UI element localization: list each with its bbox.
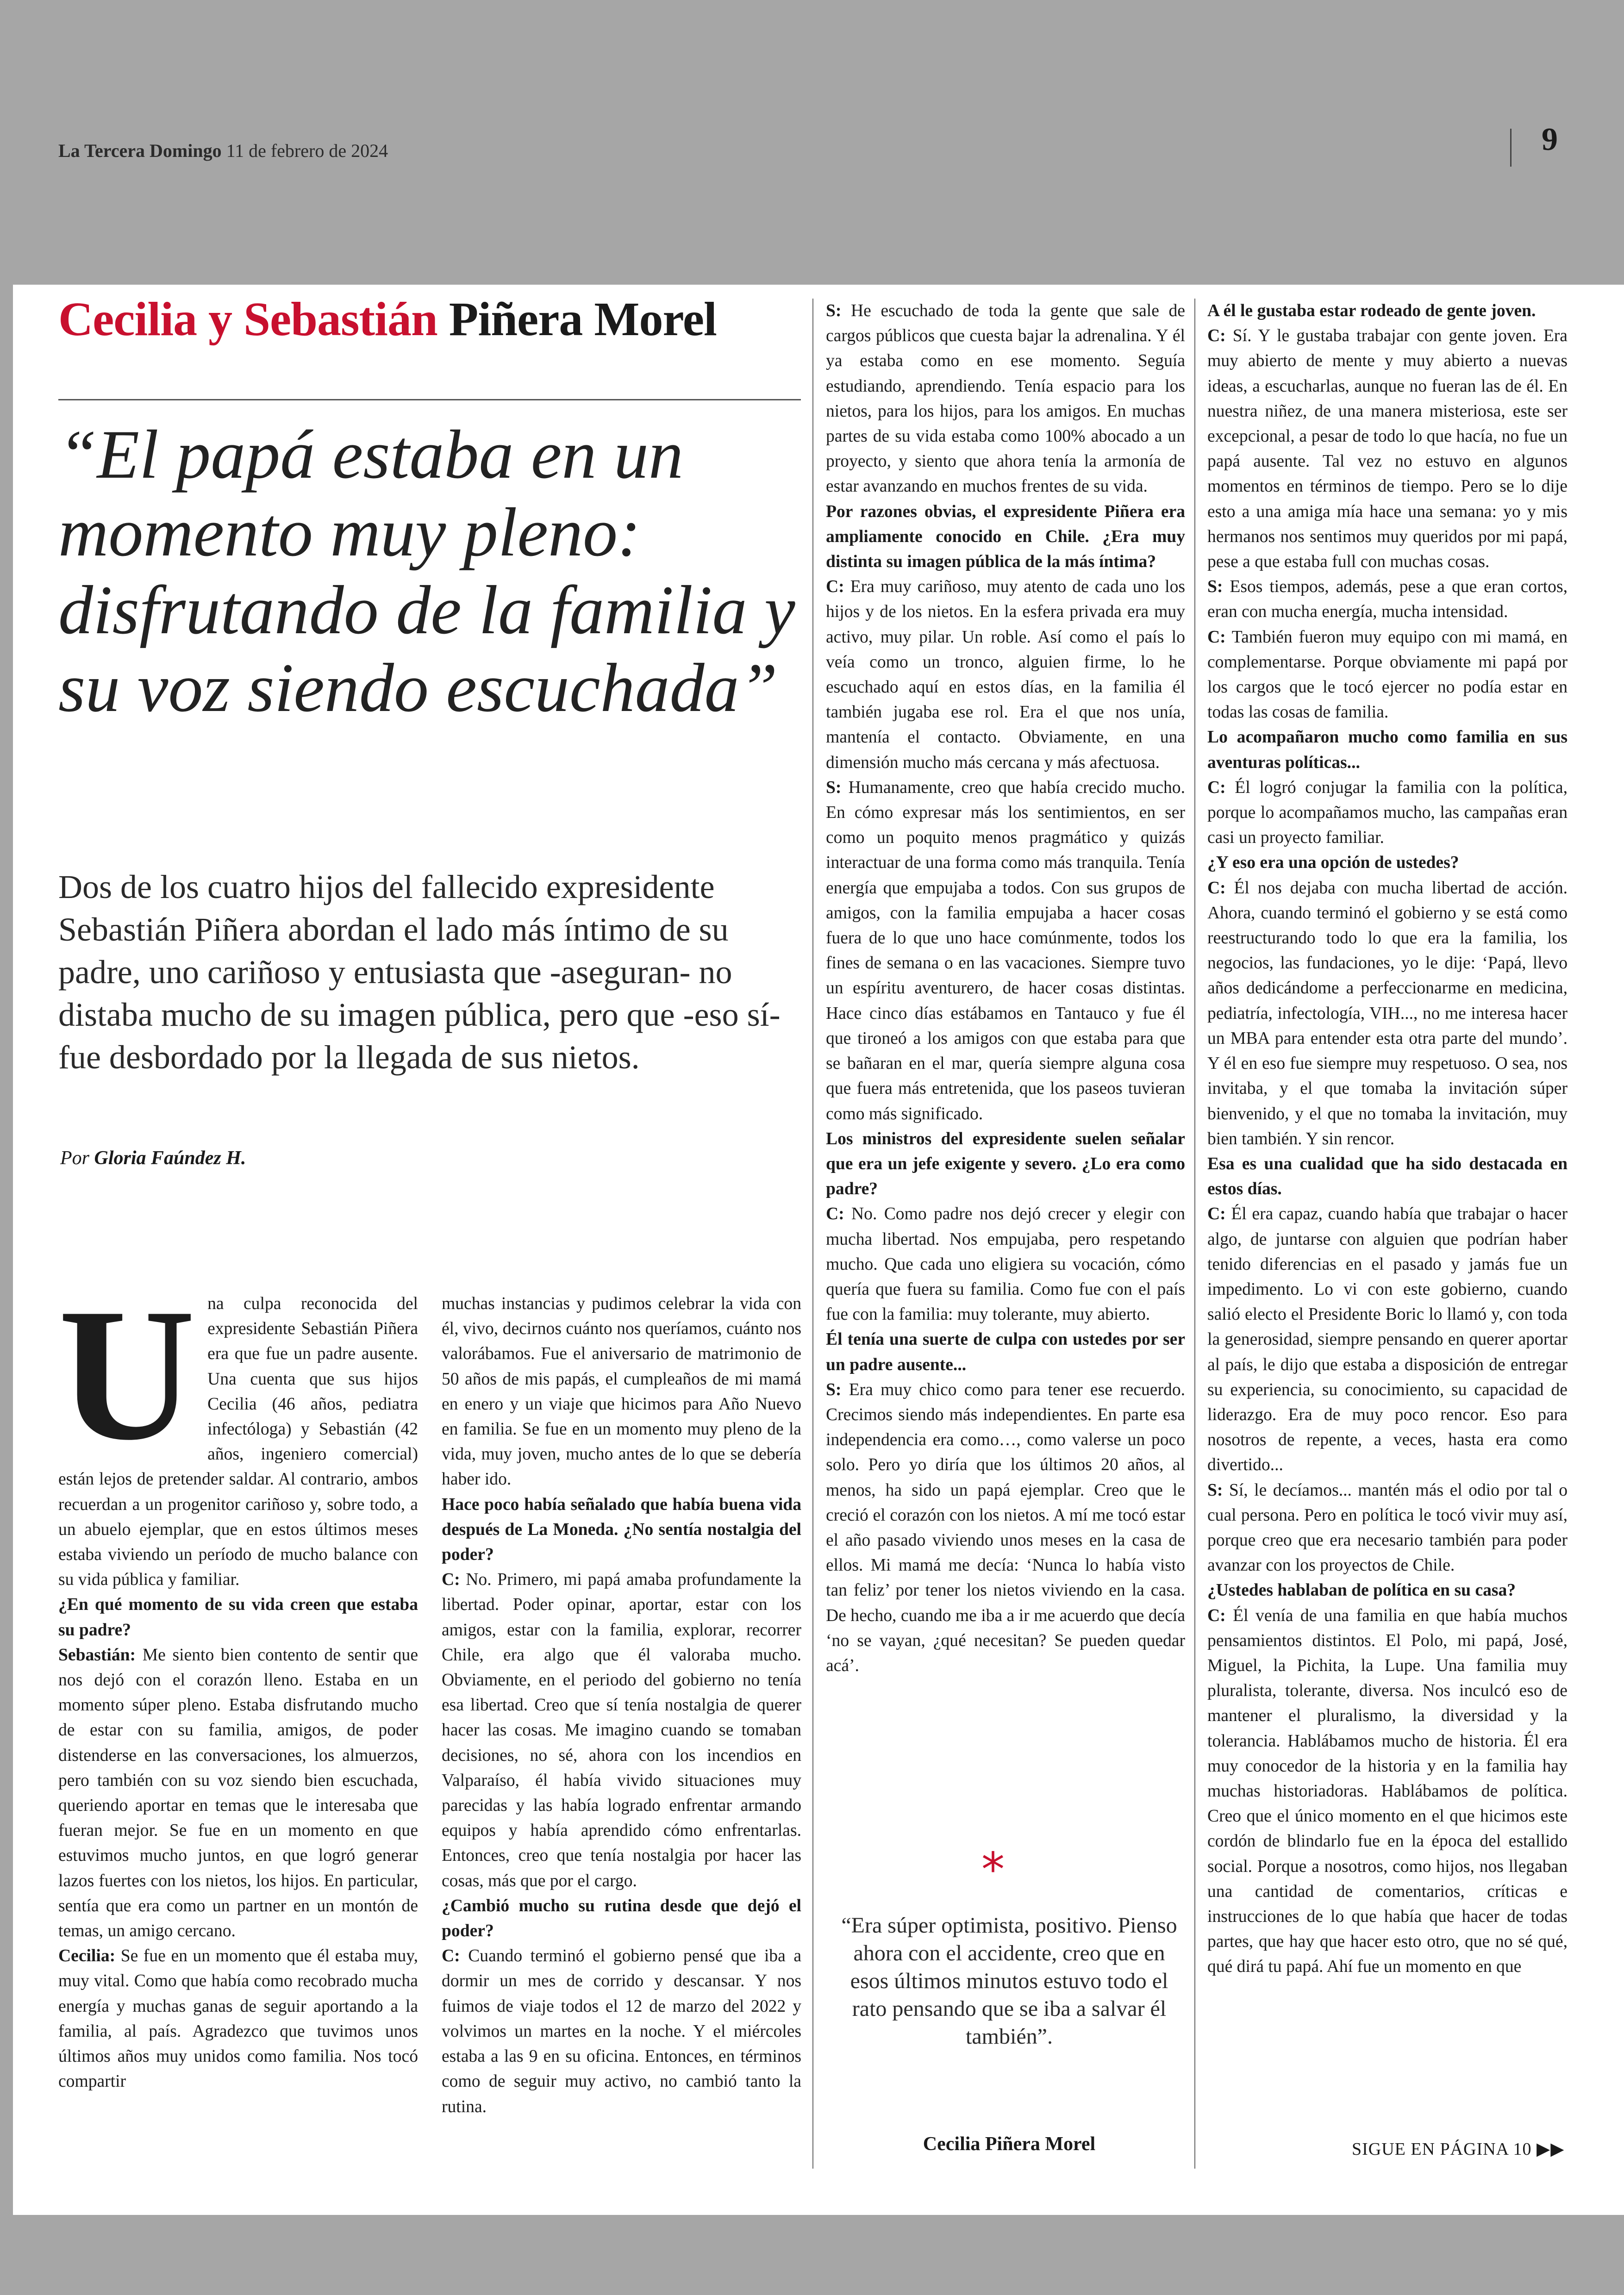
- column-divider: [812, 299, 813, 2169]
- answer-text: Él venía de una familia en que había muchos pensamientos distintos. El Polo, mi papá, José, Miguel, la Pichita, la Lupe. Una familia muy pluralista, tolerante, diversa. Nos inculcó eso de mantener el pluralismo, la diversidad y la tolerancia. Hablábamos mucho de historia. Él era muy conocedor de la historia y en la familia hay muchas historiadoras. Hablábamos de política. Creo que el único momento en el que hicimos este cordón de blindarlo fue en la época del estallido social. Porque a nosotros, como hijos, nos llegaban una cantidad de comentarios, críticas e instrucciones de lo que había que hacer de todas partes, que hay que hacer esto otro, que no sé qué, qué dirá tu papá. Ahí fue un momento en que: [1207, 1606, 1568, 1977]
- column-divider: [1194, 299, 1195, 2169]
- interview-answer: [1207, 574, 1568, 624]
- byline-author: Gloria Faúndez H.: [94, 1148, 246, 1169]
- speaker-label: C:: [826, 577, 844, 597]
- answer-text: He escuchado de toda la gente que sale de cargos públicos que cuesta bajar la adrenalina. Y él ya estaba como en ese momento. Seguía estudiando, aprendiendo. Tenía espacio para los nietos, para los hijos, para los amigos. En muchas partes de su vida estaba como 100% abocado a un proyecto, y siento que ahora tenía la armonía de estar avanzando en muchos frentes de su vida.: [826, 301, 1185, 496]
- interview-question: ¿Ustedes hablaban de política en su casa?: [1207, 1581, 1516, 1600]
- interview-question: ¿En qué momento de su vida creen que estaba su padre?: [58, 1595, 418, 1640]
- speaker-label: C:: [442, 1946, 460, 1966]
- publication-name: La Tercera Domingo: [58, 140, 222, 161]
- headline: “El papá estaba en un momento muy pleno: disfrutando de la familia y su voz siendo escuchada”: [58, 416, 795, 726]
- kicker-surname: Piñera Morel: [449, 293, 717, 346]
- answer-text: También fueron muy equipo con mi mamá, en complementarse. Porque obviamente mi papá por los cargos que le tocó ejercer no podía estar en todas las cosas de familia.: [1207, 627, 1568, 722]
- interview-question: Hace poco había señalado que había buena vida después de La Moneda. ¿No sentía nostalgia del poder?: [442, 1495, 801, 1565]
- speaker-label: Cecilia:: [58, 1946, 116, 1966]
- answer-text: Sí. Y le gustaba trabajar con gente joven. Era muy abierto de mente y muy abierto a nuevas ideas, a escucharlas, aunque no fueran las de él. En nuestra niñez, de una manera misteriosa, este ser excepcional, a pesar de todo lo que hacía, no fue un papá ausente. Tal vez no estuvo en algunos momentos en términos de tiempo. Pero se lo dije esto a una amiga mía hace una semana: yo y mis hermanos nos sentimos muy queridos por mi papá, pese a que estaba full con muchas cosas.: [1207, 326, 1568, 572]
- speaker-label: C:: [1207, 1606, 1226, 1625]
- interview-question: Lo acompañaron mucho como familia en sus aventuras políticas...: [1207, 728, 1568, 772]
- interview-answer: [826, 775, 1185, 1127]
- interview-question: Por razones obvias, el expresidente Piñera era ampliamente conocido en Chile. ¿Era muy distinta su imagen pública de la más íntima?: [826, 502, 1185, 572]
- answer-text: Esos tiempos, además, pese a que eran cortos, eran con mucha energía, mucha intensidad.: [1207, 577, 1568, 622]
- drop-cap: U: [58, 1269, 196, 1479]
- interview-question: Esa es una cualidad que ha sido destacada en estos días.: [1207, 1154, 1568, 1199]
- interview-answer: [1207, 324, 1568, 574]
- answer-text: No. Primero, mi papá amaba profundamente la libertad. Poder opinar, aportar, estar con los amigos, estar con la familia, explorar, recorrer Chile, era algo que él valoraba mucho. Obviamente, en el periodo del gobierno no tenía esa libertad. Creo que sí tenía nostalgia de querer hacer las cosas. Me imagino cuando se tomaban decisiones, no sé, ahora con los incendios en Valparaíso, él había vivido situaciones muy parecidas y las había logrado enfrentar armando equipos y había aprendido cómo enfrentarlas. Entonces, creo que tenía nostalgia por hacer las cosas, más que por el cargo.: [442, 1570, 801, 1890]
- body-text: na culpa reconocida del expresidente Sebastián Piñera era que fue un padre ausente. Una cuenta que sus hijos Cecilia (46 años, pediatra infectóloga) y Sebastián (42 años, ingeniero comercial) están lejos de pretender saldar. Al contrario, ambos recuerdan a un progenitor cariñoso y, sobre todo, a un abuelo ejemplar, que en estos últimos meses estaba viviendo un período de mucho balance con su vida pública y familiar.: [58, 1294, 418, 1590]
- speaker-label: C:: [1207, 326, 1226, 346]
- standfirst: Dos de los cuatro hijos del fallecido expresidente Sebastián Piñera abordan el lado más íntimo de su padre, uno cariñoso y entusiasta que -aseguran- no distaba mucho de su imagen pública, pero que -eso sí- fue desbordado por la llegada de sus nietos.: [58, 868, 781, 1076]
- body-text: muchas instancias y pudimos celebrar la vida con él, vivo, decirnos cuánto nos queríamos, cuánto nos valorábamos. Fue el aniversario de matrimonio de 50 años de mis papás, el cumpleaños de mi mamá en enero y un viaje que hicimos para Año Nuevo en familia. Se fue en un momento muy pleno de la vida, muy joven, mucho antes de lo que se debería haber ido.: [442, 1294, 801, 1489]
- interview-question: Los ministros del expresidente suelen señalar que era un jefe exigente y severo. ¿Lo era como padre?: [826, 1129, 1185, 1199]
- speaker-label: S:: [826, 301, 842, 320]
- answer-text: Me siento bien contento de sentir que nos dejó con el corazón lleno. Estaba en un momento súper pleno. Estaba disfrutando mucho de estar con su familia, amigos, de poder distenderse en las conversaciones, los almuerzos, pero también con su voz siendo bien escuchada, queriendo aportar en temas que le interesaba que fueran mejor. Se fue en un momento en que estuvimos mucho juntos, en que logró generar lazos fuertes con los nietos, los hijos. En particular, sentía que era como un partner en un montón de temas, un amigo cercano.: [58, 1645, 418, 1941]
- answer-text: No. Como padre nos dejó crecer y elegir con mucha libertad. Nos empujaba, pero respetando mucho. Que cada uno eligiera su vocación, cómo quería que fuera su familia. Como fue con el país fue con la familia: muy tolerante, muy abierto.: [826, 1204, 1185, 1324]
- interview-answer: [1207, 625, 1568, 725]
- interview-question: ¿Y eso era una opción de ustedes?: [1207, 853, 1459, 873]
- answer-text: Cuando terminó el gobierno pensé que iba a dormir un mes de corrido y descansar. Y nos fuimos de viaje todos el 12 de marzo del 2022 y volvimos un martes en la noche. Y el miércoles estaba a las 9 en su oficina. Entonces, en términos como de seguir muy activo, no cambió tanto la rutina.: [442, 1946, 801, 2116]
- header-divider: [1510, 129, 1512, 167]
- interview-answer: [442, 1567, 801, 1894]
- byline-prefix: Por: [60, 1148, 89, 1169]
- publication-header: [58, 140, 388, 162]
- interview-answer: [1207, 1603, 1568, 1980]
- speaker-label: Sebastián:: [58, 1645, 136, 1665]
- publication-date: 11 de febrero de 2024: [226, 140, 388, 161]
- speaker-label: S:: [826, 778, 842, 797]
- kicker-names: Cecilia y Sebastián: [58, 293, 437, 346]
- interview-answer: [1207, 876, 1568, 1152]
- answer-text: Él nos dejaba con mucha libertad de acción. Ahora, cuando terminó el gobierno y se está como reestructurando todo lo que era la familia, los negocios, las fundaciones, yo le dije: ‘Papá, llevo años dedicándome a perfeccionarme en medicina, pediatría, infectología, VIH..., no me interesa hacer un MBA para entender esta otra parte del mundo’. Y él en eso fue siempre muy respetuoso. O sea, nos invitaba, y el que tomaba la invitación súper bienvenido, y el que no tomaba la invitación, muy bien también. Y sin rencor.: [1207, 878, 1568, 1148]
- byline: [60, 1147, 246, 1169]
- interview-answer: [826, 299, 1185, 499]
- kicker-divider: [58, 399, 801, 400]
- interview-answer: [1207, 775, 1568, 851]
- asterisk-ornament: *: [981, 1842, 1005, 1896]
- interview-answer: [826, 1378, 1185, 1678]
- interview-answer: [58, 1643, 418, 1944]
- body-column-2: [442, 1291, 801, 2120]
- speaker-label: S:: [1207, 1480, 1223, 1500]
- speaker-label: C:: [826, 1204, 844, 1224]
- answer-text: Él era capaz, cuando había que trabajar o hacer algo, de juntarse con alguien que podrían haber tenido diferencias en el pasado y jamás fue un impedimento. Lo vi con este gobierno, cuando salió electo el Presidente Boric lo llamó y, con toda la generosidad, siempre pensando en querer aportar al país, le dijo que estaba a disposición de entregar su experiencia, su conocimiento, su capacidad de liderazgo. Era de muy poco rencor. Eso para nosotros de repente, a veces, hasta era como divertido...: [1207, 1204, 1568, 1475]
- interview-answer: [826, 574, 1185, 775]
- answer-text: Sí, le decíamos... mantén más el odio por tal o cual persona. Pero en política le tocó vivir muy así, porque creo que era necesario también para poder avanzar con los proyectos de Chile.: [1207, 1480, 1568, 1575]
- body-column-1: [58, 1269, 418, 2095]
- speaker-label: C:: [1207, 778, 1226, 797]
- interview-answer: [1207, 1202, 1568, 1478]
- page-number: 9: [1542, 122, 1558, 157]
- interview-question: Él tenía una suerte de culpa con ustedes por ser un padre ausente...: [826, 1330, 1185, 1374]
- continued-on-page-link[interactable]: SIGUE EN PÁGINA 10 ▶▶: [1352, 2139, 1565, 2159]
- answer-text: Era muy chico como para tener ese recuerdo. Crecimos siendo más independientes. En parte esa independencia era como…, como valerse un poco solo. Pero yo diría que los últimos 20 años, al menos, ha sido un papá ejemplar. Creo que le creció el corazón con los nietos. A mí me tocó estar el año pasado viviendo unos meses en la casa de ellos. Mi mamá me decía: ‘Nunca lo había visto tan feliz’ por tener los nietos viviendo en la casa. De hecho, cuando me iba a ir me acuerdo que decía ‘no se vayan, ¿qué necesitan? Se pueden quedar acá’.: [826, 1380, 1185, 1675]
- speaker-label: C:: [442, 1570, 460, 1590]
- body-column-4: [1207, 299, 1568, 1980]
- answer-text: Era muy cariñoso, muy atento de cada uno los hijos y de los nietos. En la esfera privada era muy activo, muy pilar. Un roble. Así como el país lo veía como un tronco, alguien firme, lo he escuchado aquí en estos días, en la familia él también jugaba ese rol. Era el que nos unía, mantenía el contacto. Obviamente, en una dimensión mucho más cercana y más afectuosa.: [826, 577, 1185, 772]
- interview-answer: [442, 1944, 801, 2119]
- interview-question: ¿Cambió mucho su rutina desde que dejó el poder?: [442, 1896, 801, 1941]
- speaker-label: C:: [1207, 627, 1226, 647]
- speaker-label: C:: [1207, 878, 1226, 898]
- speaker-label: C:: [1207, 1204, 1226, 1224]
- answer-text: Humanamente, creo que había crecido mucho. En cómo expresar más los sentimientos, en ser como un poquito menos pragmático y quizás interactuar de una forma como más tranquila. Tenía energía que empujaba a todos. Con sus grupos de amigos, con la familia empujaba a hacer cosas fuera de lo que uno hace comúnmente, todos los fines de semana o en las vacaciones. Siempre tuvo un espíritu aventurero, de hacer cosas distintas. Hace cinco días estábamos en Tantauco y fue él que tironeó a los amigos con que estaba para que se bañaran en el mar, quería siempre alguna cosa que fuera más entretenida, que los paseos tuvieran como más significado.: [826, 778, 1185, 1123]
- speaker-label: S:: [1207, 577, 1223, 597]
- answer-text: Se fue en un momento que él estaba muy, muy vital. Como que había como recobrado mucha energía y muchas ganas de seguir aportando a la familia, al país. Agradezco que tuvimos unos últimos años muy unidos como familia. Nos tocó compartir: [58, 1946, 418, 2091]
- pull-quote: “Era súper optimista, positivo. Pienso ahora con el accidente, creo que en esos últimos minutos estuvo todo el rato pensando que se iba a salvar él también”.: [841, 1913, 1177, 2049]
- interview-answer: [826, 1202, 1185, 1327]
- speaker-label: S:: [826, 1380, 842, 1399]
- interview-question: A él le gustaba estar rodeado de gente joven.: [1207, 301, 1536, 320]
- interview-answer: [58, 1944, 418, 2094]
- answer-text: Él logró conjugar la familia con la política, porque lo acompañamos mucho, las campañas eran casi un proyecto familiar.: [1207, 778, 1568, 848]
- pull-quote-author: Cecilia Piñera Morel: [923, 2133, 1096, 2155]
- article-kicker: [58, 292, 717, 347]
- body-column-3: [826, 299, 1185, 1678]
- interview-answer: [1207, 1478, 1568, 1578]
